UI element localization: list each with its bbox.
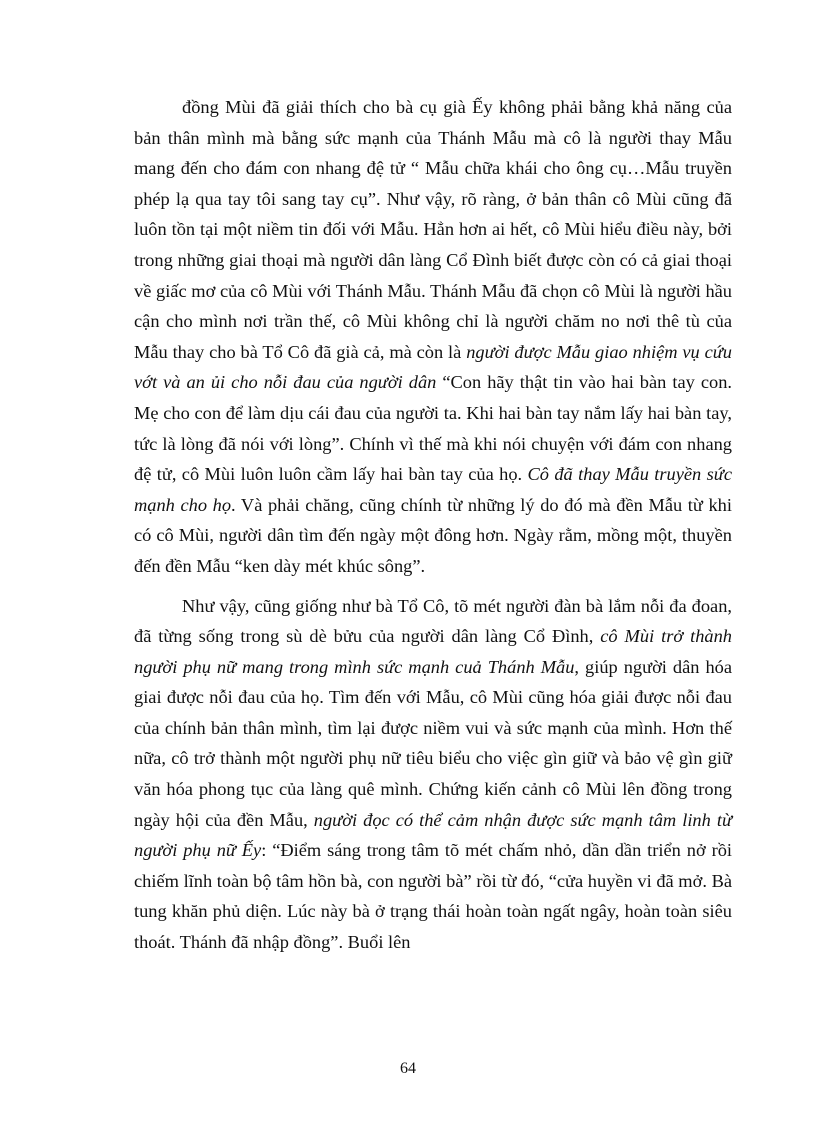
paragraph-2 [134,591,732,958]
text-run: Như vậy, cũng giống như bà Tổ Cô, tõ mét người đàn bà lắm nỗi đa đoan, đã từng sống trong sù dè bửu của người dân làng Cổ Đình, [134,595,732,647]
paragraph-1 [134,92,732,582]
text-run: đồng Mùi đã giải thích cho bà cụ già Ếy không phải bằng khả năng của bản thân mình mà bằng sức mạnh của Thánh Mẫu mà cô là người thay Mẫu mang đến cho đám con nhang đệ tử “ Mẫu chữa khái cho ông cụ…Mẫu truyền phép lạ qua tay tôi sang tay cụ”. Như vậy, rõ ràng, ở bản thân cô Mùi cũng đã luôn tồn tại một niềm tin đối với Mẫu. Hẳn hơn ai hết, cô Mùi hiểu điều này, bởi trong những giai thoại mà người dân làng Cổ Đình biết được còn có cả giai thoại về giấc mơ của cô Mùi với Thánh Mẫu. Thánh Mẫu đã chọn cô Mùi là người hầu cận cho mình nơi trần thế, cô Mùi không chỉ là người chăm no nơi thê tù của Mẫu thay cho bà Tổ Cô đã già cả, mà còn là [134,97,732,362]
italic-text-run: Cô đã thay Mẫu truyền sức mạnh cho họ [134,464,732,515]
italic-text-run: người được Mẫu giao nhiệm vụ cứu vớt và an ủi cho nỗi đau của người dân [134,341,733,393]
text-run: , giúp người dân hóa giai được nỗi đau của họ. Tìm đến với Mẫu, cô Mùi cũng hóa giải được nỗi đau của chính bản thân mình, tìm lại được niềm vui và sức mạnh của mình. Hơn thế nữa, cô trở thành một người phụ nữ tiêu biểu cho việc gìn giữ và bảo vệ gìn giữ văn hóa phong tục của làng quê mình. Chứng kiến cảnh cô Mùi lên đồng trong ngày hội của đền Mẫu, [134,656,732,830]
text-run: . Và phải chăng, cũng chính từ những lý do đó mà đền Mẫu từ khi có cô Mùi, người dân tìm đến ngày một đông hơn. Ngày rằm, mồng một, thuyền đến đền Mẫu “ken dày mét khúc sông”. [134,494,732,576]
italic-text-run: người đọc có thể cảm nhận được sức mạnh tâm linh từ người phụ nữ Ếy [134,809,732,861]
page-number: 64 [400,1060,416,1077]
body-text [134,92,732,958]
italic-text-run: cô Mùi trở thành người phụ nữ mang trong mình sức mạnh cuả Thánh Mẫu [134,626,732,677]
text-run: “Con hãy thật tin vào hai bàn tay con. Mẹ cho con để làm dịu cái đau của người ta. Khi hai bàn tay nắm lấy hai bàn tay, tức là lòng đã nói với lòng”. Chính vì thế mà khi nói chuyện với đám con nhang đệ tử, cô Mùi luôn luôn cầm lấy hai bàn tay của họ. [134,372,732,485]
text-run: : “Điểm sáng trong tâm tõ mét chấm nhỏ, dần dần triển nở rồi chiếm lĩnh toàn bộ tâm hồn bà, con người bà” rồi từ đó, “cửa huyền vi đã mở. Bà tung khăn phủ diện. Lúc này bà ở trạng thái hoàn toàn ngất ngây, hoàn toàn siêu thoát. Thánh đã nhập đồng”. Buổi lên [134,840,732,953]
